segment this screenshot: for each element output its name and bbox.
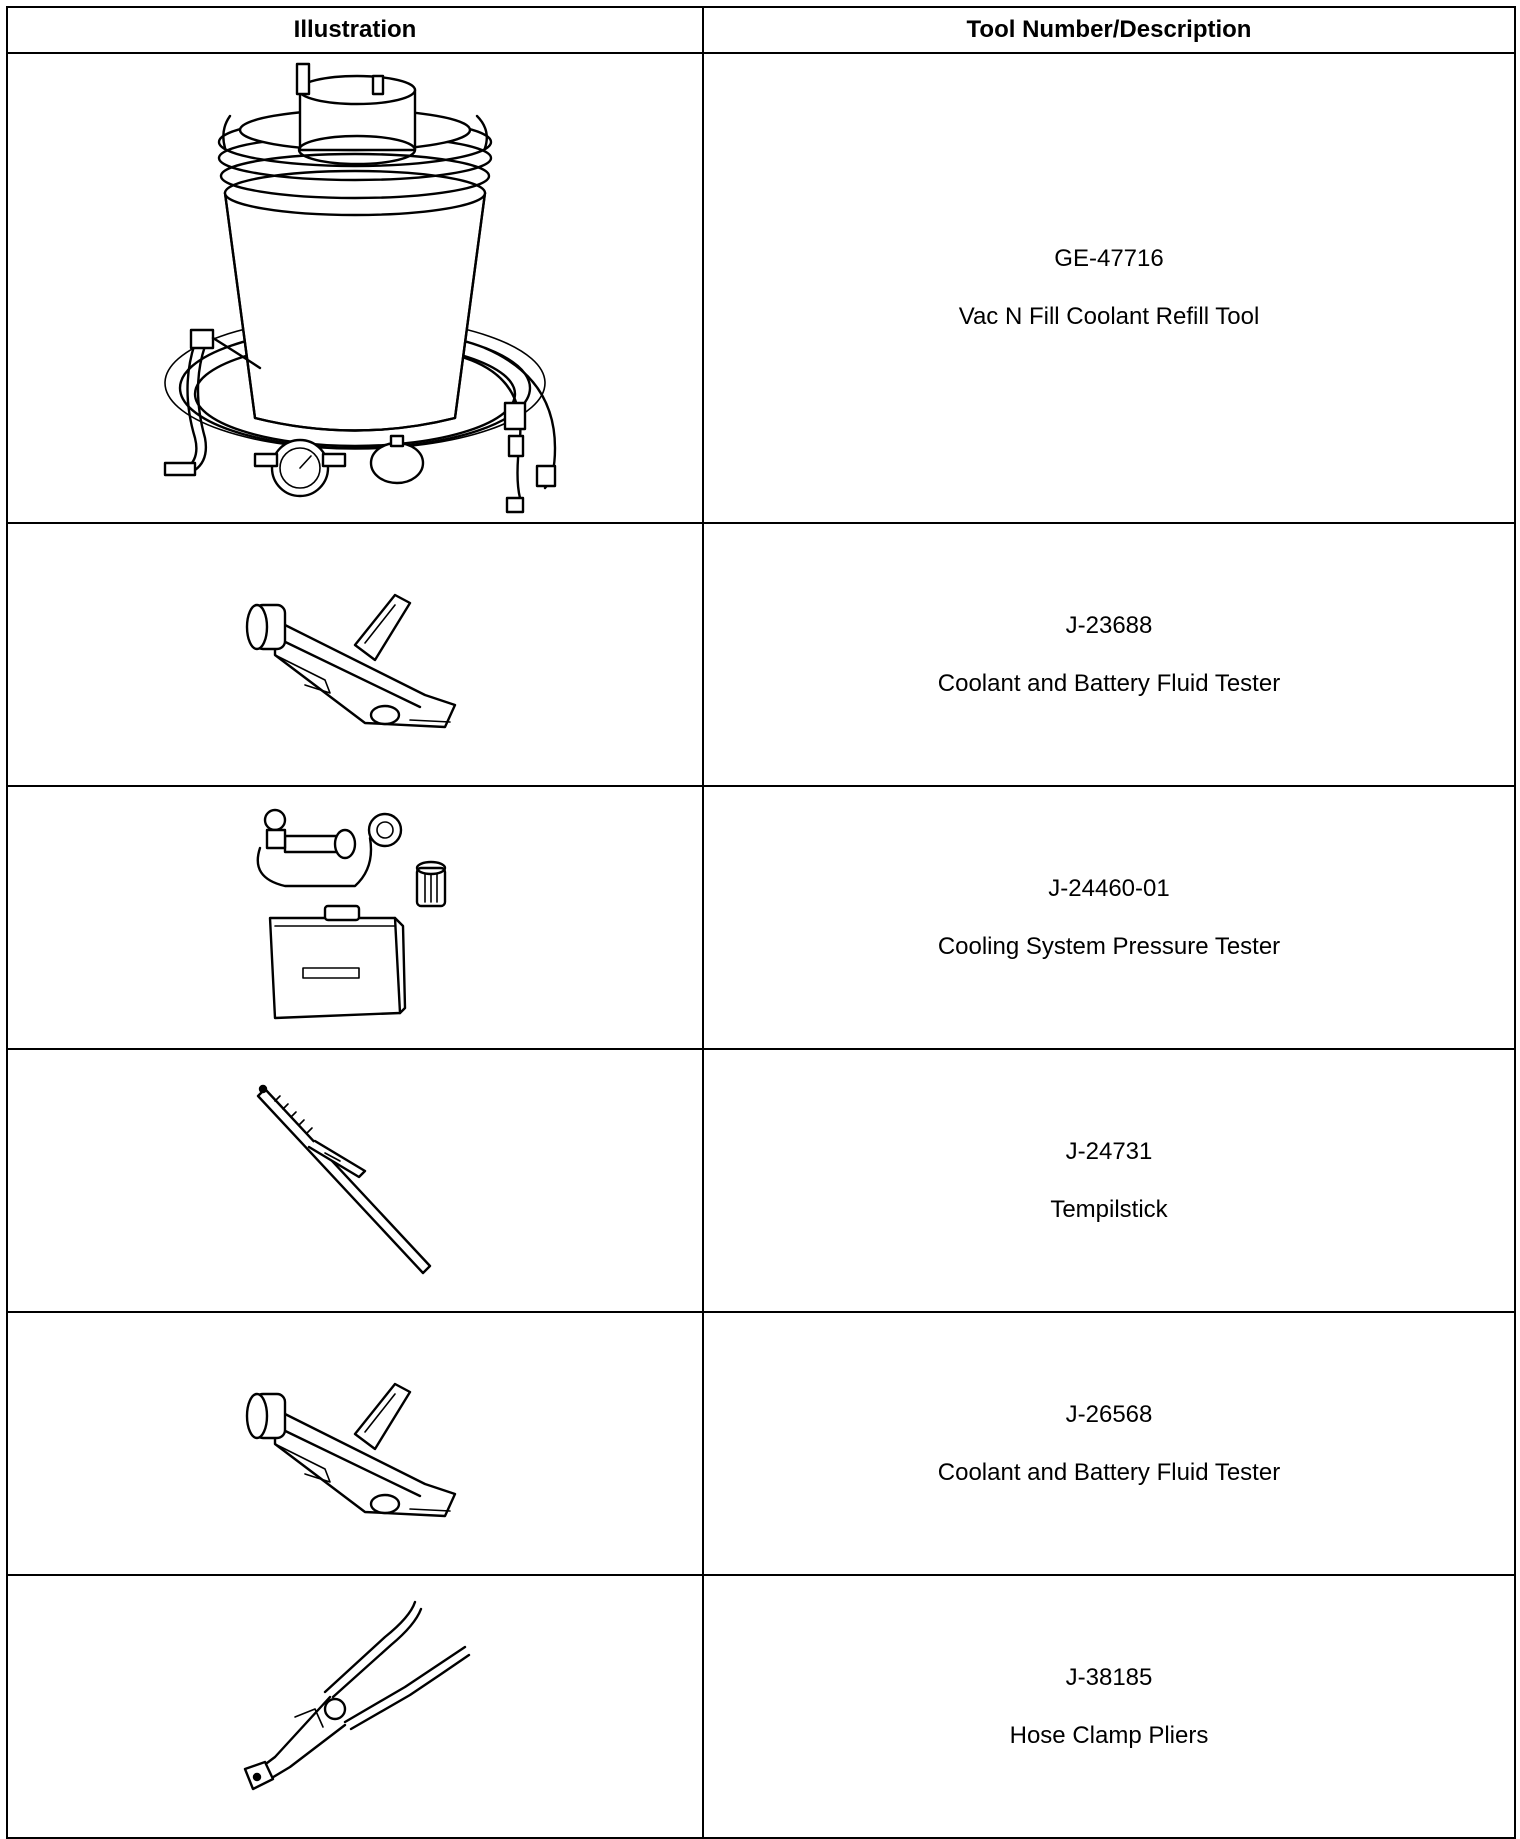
header-illustration: Illustration — [7, 7, 703, 53]
table-row — [7, 1049, 1515, 1312]
pressure-tester-kit-icon — [245, 808, 465, 1028]
tool-number: GE-47716 — [1054, 245, 1164, 272]
illustration-cell — [7, 523, 703, 786]
table-row — [7, 1312, 1515, 1575]
tool-number: J-23688 — [1065, 611, 1153, 639]
header-row — [7, 7, 1515, 53]
hose-clamp-pliers-icon — [235, 1597, 475, 1817]
tool-description: Hose Clamp Pliers — [1009, 1721, 1209, 1749]
table-row — [7, 786, 1515, 1049]
table-row — [7, 1575, 1515, 1838]
table-row — [7, 53, 1515, 523]
header-tool-number-description: Tool Number/Description — [703, 7, 1515, 53]
tool-number: J-24460-01 — [1048, 874, 1170, 902]
tool-description: Tempilstick — [1050, 1195, 1168, 1223]
description-cell — [703, 1049, 1515, 1312]
tool-description: Vac N Fill Coolant Refill Tool — [958, 303, 1260, 330]
description-cell — [703, 1312, 1515, 1575]
description-cell — [703, 1575, 1515, 1838]
illustration-cell — [7, 1312, 703, 1575]
tool-description: Coolant and Battery Fluid Tester — [937, 669, 1281, 697]
tool-number: J-26568 — [1065, 1400, 1153, 1428]
tool-table — [6, 6, 1516, 1839]
illustration-cell — [7, 1575, 703, 1838]
description-cell — [703, 53, 1515, 523]
description-cell — [703, 523, 1515, 786]
tempilstick-icon — [255, 1081, 455, 1281]
tool-description: Coolant and Battery Fluid Tester — [937, 1458, 1281, 1486]
fluid-tester-icon — [235, 1364, 475, 1524]
illustration-cell — [7, 53, 703, 523]
tool-number: J-38185 — [1065, 1663, 1153, 1691]
illustration-cell — [7, 786, 703, 1049]
illustration-cell — [7, 1049, 703, 1312]
tool-number: J-24731 — [1065, 1137, 1153, 1165]
table-row — [7, 523, 1515, 786]
fluid-tester-icon — [235, 575, 475, 735]
description-cell — [703, 786, 1515, 1049]
tool-description: Cooling System Pressure Tester — [937, 932, 1281, 960]
coolant-refill-tool-icon — [125, 58, 585, 518]
